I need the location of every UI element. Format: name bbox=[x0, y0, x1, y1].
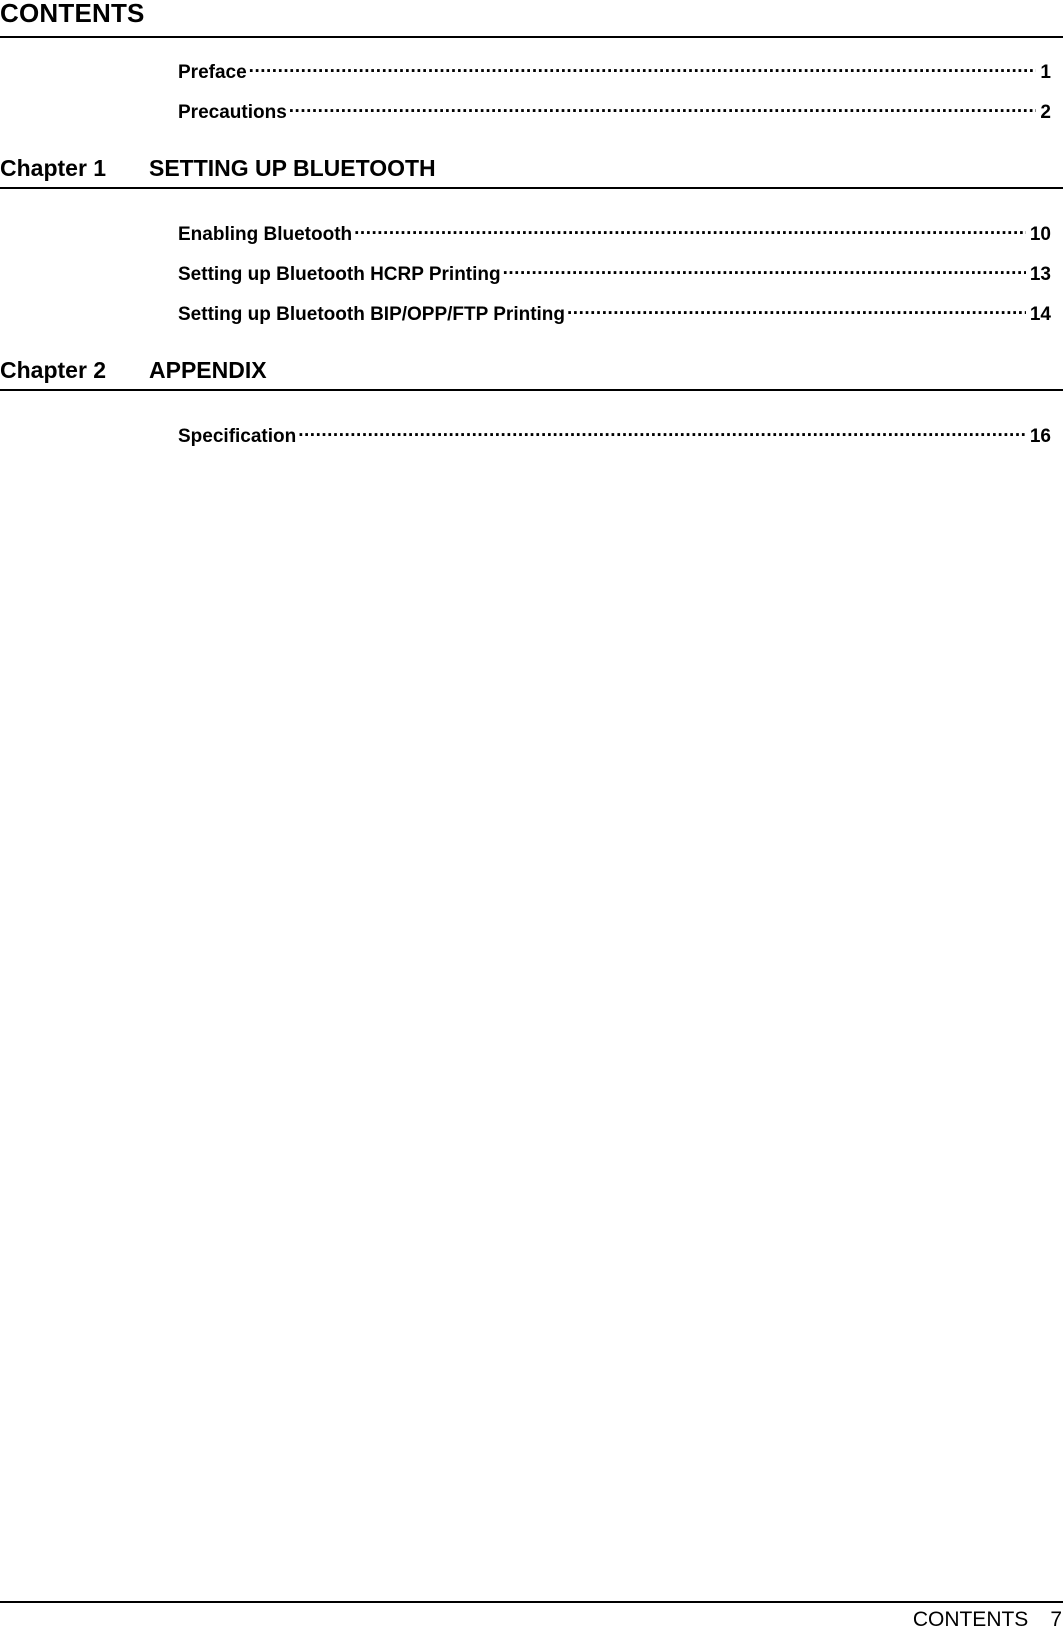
toc-entry-page: 10 bbox=[1029, 224, 1051, 245]
chapter-title: APPENDIX bbox=[149, 357, 267, 383]
footer-page-number: 7 bbox=[1050, 1608, 1062, 1631]
toc-entry-title: Setting up Bluetooth HCRP Printing bbox=[178, 264, 501, 285]
chapter-1-divider bbox=[0, 187, 1063, 189]
toc-entry-title: Precautions bbox=[178, 102, 287, 123]
toc-entry-title: Setting up Bluetooth BIP/OPP/FTP Printing bbox=[178, 304, 566, 325]
dot-leader bbox=[289, 96, 1037, 118]
page-title: CONTENTS bbox=[0, 0, 145, 28]
toc-entry-bip-opp-ftp-printing[interactable] bbox=[178, 298, 1051, 326]
chapter-2-divider bbox=[0, 389, 1063, 391]
toc-entry-enabling-bluetooth[interactable] bbox=[178, 218, 1051, 246]
chapter-heading-2 bbox=[0, 358, 267, 382]
toc-entry-page: 2 bbox=[1040, 102, 1051, 123]
toc-entry-page: 13 bbox=[1029, 264, 1051, 285]
toc-entry-precautions[interactable] bbox=[178, 96, 1051, 124]
toc-entry-title: Enabling Bluetooth bbox=[178, 224, 353, 245]
toc-entry-title: Specification bbox=[178, 426, 297, 447]
title-divider bbox=[0, 36, 1063, 38]
toc-entry-page: 1 bbox=[1040, 62, 1051, 83]
toc-entry-title: Preface bbox=[178, 62, 247, 83]
dot-leader bbox=[567, 298, 1026, 320]
chapter-number: Chapter 2 bbox=[0, 357, 107, 383]
page-footer bbox=[913, 1609, 1062, 1631]
footer-section-label: CONTENTS bbox=[912, 1608, 1029, 1631]
dot-leader bbox=[503, 258, 1026, 280]
chapter-number: Chapter 1 bbox=[0, 155, 107, 181]
dot-leader bbox=[298, 420, 1026, 442]
toc-entry-page: 16 bbox=[1029, 426, 1051, 447]
toc-entry-hcrp-printing[interactable] bbox=[178, 258, 1051, 286]
chapter-title: SETTING UP BLUETOOTH bbox=[149, 155, 436, 181]
toc-entry-preface[interactable] bbox=[178, 56, 1051, 84]
dot-leader bbox=[249, 56, 1037, 78]
footer-divider bbox=[0, 1601, 1063, 1603]
toc-entry-specification[interactable] bbox=[178, 420, 1051, 448]
chapter-heading-1 bbox=[0, 156, 436, 180]
toc-entry-page: 14 bbox=[1029, 304, 1051, 325]
dot-leader bbox=[354, 218, 1026, 240]
